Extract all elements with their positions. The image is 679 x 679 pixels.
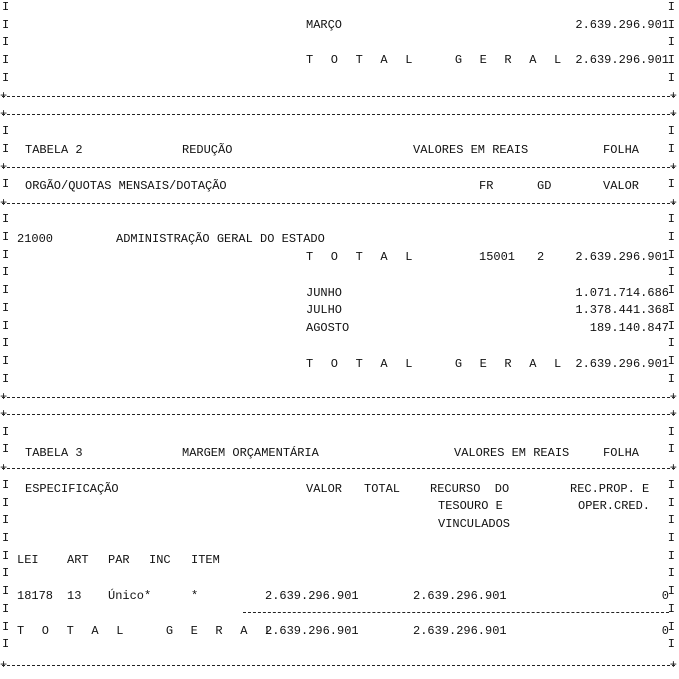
frame-border-mark: I — [2, 71, 10, 85]
total-value: 2.639.296.901 — [575, 250, 669, 264]
frame-border-mark: I — [667, 372, 675, 386]
frame-border-mark: I — [667, 354, 675, 368]
total-geral-label: T O T A L G E R A L — [306, 53, 567, 67]
frame-border-mark: I — [2, 478, 10, 492]
frame-corner-mark: + — [0, 160, 8, 174]
separator-line — [2, 468, 675, 469]
frame-border-mark: I — [667, 283, 675, 297]
separator-line — [2, 203, 675, 204]
frame-border-mark: I — [2, 248, 10, 262]
separator-line — [2, 114, 675, 115]
folha-label: FOLHA — [603, 143, 640, 157]
frame-border-mark: I — [2, 319, 10, 333]
row-par: Único* — [108, 589, 152, 603]
column-header-especificacao: ESPECIFICAÇÃO — [25, 482, 119, 496]
frame-corner-mark: + — [0, 407, 8, 421]
separator-line — [2, 167, 675, 168]
frame-border-mark: I — [2, 35, 10, 49]
frame-border-mark: I — [2, 584, 10, 598]
column-header-valor: VALOR — [306, 482, 343, 496]
frame-border-mark: I — [667, 212, 675, 226]
column-header-recurso: TESOURO E — [438, 499, 503, 513]
frame-border-mark: I — [2, 301, 10, 315]
frame-corner-mark: + — [669, 89, 677, 103]
frame-border-mark: I — [2, 372, 10, 386]
column-header-par: PAR — [108, 553, 130, 567]
frame-border-mark: I — [2, 620, 10, 634]
total-geral-value: 2.639.296.901 — [575, 357, 669, 371]
total-geral-value: 2.639.296.901 — [575, 53, 669, 67]
table-subtitle: REDUÇÃO — [182, 143, 233, 157]
frame-border-mark: I — [2, 549, 10, 563]
total-geral-recurso: 2.639.296.901 — [413, 624, 507, 638]
table-title: TABELA 3 — [25, 446, 83, 460]
row-inc: * — [191, 589, 199, 603]
frame-border-mark: I — [2, 513, 10, 527]
column-header-rec-prop: REC.PROP. E — [570, 482, 650, 496]
frame-border-mark: I — [667, 496, 675, 510]
column-header-recurso: VINCULADOS — [438, 517, 511, 531]
month-value: 2.639.296.901 — [575, 18, 669, 32]
month-value: 1.378.441.368 — [575, 303, 669, 317]
subtotal-line — [243, 612, 669, 613]
frame-border-mark: I — [2, 124, 10, 138]
row-rec-prop: 0 — [661, 589, 669, 603]
frame-border-mark: I — [667, 0, 675, 14]
month-label: MARÇO — [306, 18, 343, 32]
frame-border-mark: I — [2, 212, 10, 226]
column-header-valor: VALOR — [603, 179, 640, 193]
month-label: JUNHO — [306, 286, 343, 300]
frame-border-mark: I — [667, 230, 675, 244]
org-code: 21000 — [17, 232, 54, 246]
frame-border-mark: I — [667, 248, 675, 262]
month-value: 189.140.847 — [589, 321, 669, 335]
values-label: VALORES EM REAIS — [413, 143, 529, 157]
frame-border-mark: I — [667, 265, 675, 279]
frame-border-mark: I — [2, 0, 10, 14]
frame-corner-mark: + — [669, 196, 677, 210]
frame-corner-mark: + — [0, 107, 8, 121]
frame-border-mark: I — [667, 602, 675, 616]
total-geral-valor: 2.639.296.901 — [265, 624, 359, 638]
frame-border-mark: I — [2, 230, 10, 244]
total-geral-rec-prop: 0 — [661, 624, 669, 638]
frame-border-mark: I — [667, 35, 675, 49]
month-label: JULHO — [306, 303, 343, 317]
frame-border-mark: I — [667, 177, 675, 191]
frame-corner-mark: + — [669, 390, 677, 404]
frame-border-mark: I — [667, 549, 675, 563]
column-header-orgao: ORGÃO/QUOTAS MENSAIS/DOTAÇÃO — [25, 179, 227, 193]
frame-corner-mark: + — [669, 107, 677, 121]
frame-corner-mark: + — [669, 461, 677, 475]
frame-border-mark: I — [667, 637, 675, 651]
column-header-fr: FR — [479, 179, 494, 193]
frame-border-mark: I — [2, 265, 10, 279]
separator-line — [2, 397, 675, 398]
frame-border-mark: I — [667, 319, 675, 333]
frame-corner-mark: + — [669, 658, 677, 672]
values-label: VALORES EM REAIS — [454, 446, 570, 460]
frame-border-mark: I — [667, 620, 675, 634]
frame-border-mark: I — [667, 442, 675, 456]
frame-border-mark: I — [2, 283, 10, 297]
frame-border-mark: I — [667, 142, 675, 156]
frame-border-mark: I — [667, 513, 675, 527]
row-art: 13 — [67, 589, 82, 603]
frame-border-mark: I — [2, 177, 10, 191]
total-label: T O T A L — [306, 250, 418, 264]
column-header-lei: LEI — [17, 553, 39, 567]
column-header-gd: GD — [537, 179, 552, 193]
frame-border-mark: I — [667, 584, 675, 598]
frame-corner-mark: + — [0, 390, 8, 404]
frame-corner-mark: + — [0, 461, 8, 475]
frame-border-mark: I — [667, 71, 675, 85]
frame-border-mark: I — [667, 425, 675, 439]
frame-corner-mark: + — [669, 407, 677, 421]
column-header-recurso: RECURSO DO — [430, 482, 510, 496]
row-recurso: 2.639.296.901 — [413, 589, 507, 603]
org-name: ADMINISTRAÇÃO GERAL DO ESTADO — [116, 232, 325, 246]
frame-corner-mark: + — [0, 196, 8, 210]
frame-border-mark: I — [2, 531, 10, 545]
frame-border-mark: I — [2, 602, 10, 616]
frame-border-mark: I — [2, 442, 10, 456]
frame-border-mark: I — [667, 53, 675, 67]
frame-border-mark: I — [2, 354, 10, 368]
frame-border-mark: I — [2, 142, 10, 156]
frame-border-mark: I — [667, 531, 675, 545]
frame-border-mark: I — [667, 18, 675, 32]
folha-label: FOLHA — [603, 446, 640, 460]
frame-corner-mark: + — [0, 89, 8, 103]
frame-border-mark: I — [667, 124, 675, 138]
row-valor-total: 2.639.296.901 — [265, 589, 359, 603]
frame-border-mark: I — [2, 18, 10, 32]
total-geral-label: T O T A L G E R A L — [17, 624, 278, 638]
column-header-total: TOTAL — [364, 482, 401, 496]
column-header-art: ART — [67, 553, 89, 567]
column-header-rec-prop: OPER.CRED. — [578, 499, 651, 513]
separator-line — [2, 665, 675, 666]
total-geral-label: T O T A L G E R A L — [306, 357, 567, 371]
total-fr: 15001 — [479, 250, 516, 264]
frame-border-mark: I — [667, 478, 675, 492]
row-lei: 18178 — [17, 589, 54, 603]
table-title: TABELA 2 — [25, 143, 83, 157]
frame-border-mark: I — [2, 637, 10, 651]
separator-line — [2, 414, 675, 415]
separator-line — [2, 96, 675, 97]
frame-border-mark: I — [2, 496, 10, 510]
column-header-item: ITEM — [191, 553, 220, 567]
month-label: AGOSTO — [306, 321, 350, 335]
total-gd: 2 — [537, 250, 545, 264]
month-value: 1.071.714.686 — [575, 286, 669, 300]
frame-border-mark: I — [2, 566, 10, 580]
frame-border-mark: I — [2, 336, 10, 350]
frame-border-mark: I — [667, 566, 675, 580]
frame-border-mark: I — [667, 336, 675, 350]
frame-border-mark: I — [2, 425, 10, 439]
column-header-inc: INC — [149, 553, 171, 567]
frame-border-mark: I — [667, 301, 675, 315]
frame-corner-mark: + — [669, 160, 677, 174]
table-subtitle: MARGEM ORÇAMENTÁRIA — [182, 446, 319, 460]
frame-corner-mark: + — [0, 658, 8, 672]
frame-border-mark: I — [2, 53, 10, 67]
